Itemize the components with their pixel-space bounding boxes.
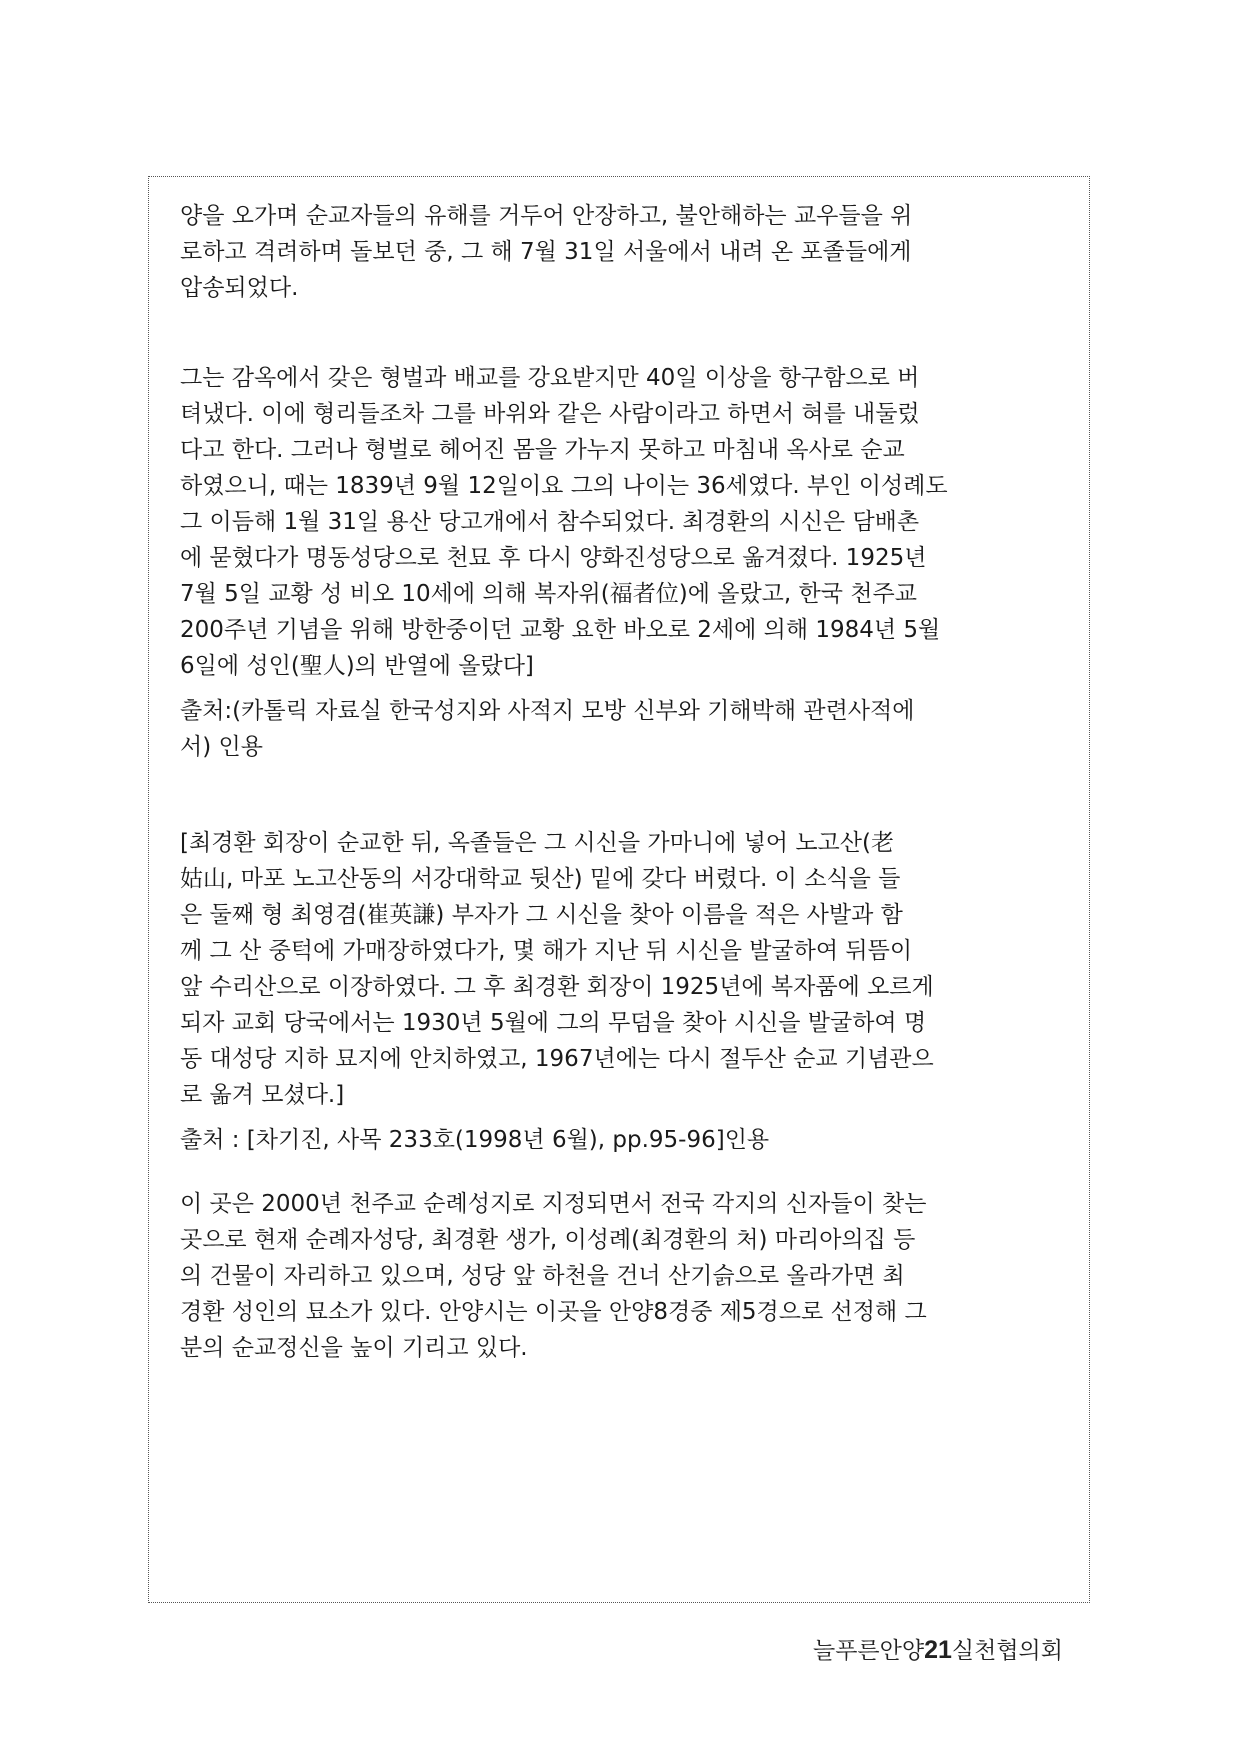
text-line: 하였으니, 때는 1839년 9월 12일이요 그의 나이는 36세였다. 부인 이성례도 [180, 473, 948, 499]
text-line: 200주년 기념을 위해 방한중이던 교황 요한 바오로 2세에 의해 1984년 5월 [180, 617, 941, 643]
text-line: 출처:(카톨릭 자료실 한국성지와 사적지 모방 신부와 기해박해 관련사적에 [180, 698, 915, 724]
source-citation-catholic-archive [180, 693, 1060, 765]
paragraph-pilgrimage-site [180, 1186, 1060, 1366]
text-line: 로하고 격려하며 돌보던 중, 그 해 7월 31일 서울에서 내려 온 포졸들에게 [180, 239, 912, 265]
text-line: 분의 순교정신을 높이 기리고 있다. [180, 1335, 528, 1361]
text-line: 되자 교회 당국에서는 1930년 5월에 그의 무덤을 찾아 시신을 발굴하여 명 [180, 1010, 927, 1036]
text-line: 6일에 성인(聖人)의 반열에 올랐다] [180, 653, 534, 679]
text-line: 에 묻혔다가 명동성당으로 천묘 후 다시 양화진성당으로 옮겨졌다. 1925년 [180, 545, 927, 571]
text-line: 텨냈다. 이에 형리들조차 그를 바위와 같은 사람이라고 하면서 혀를 내둘렀 [180, 401, 920, 427]
text-line: 양을 오가며 순교자들의 유해를 거두어 안장하고, 불안해하는 교우들을 위 [180, 203, 913, 229]
text-line: 서) 인용 [180, 734, 263, 760]
text-line: 경환 성인의 묘소가 있다. 안양시는 이곳을 안양8경중 제5경으로 선정해 그 [180, 1299, 927, 1325]
text-line: 출처 : [차기진, 사목 233호(1998년 6월), pp.95-96]인용 [180, 1127, 770, 1153]
text-line: 동 대성당 지하 묘지에 안치하였고, 1967년에는 다시 절두산 순교 기념관으 [180, 1046, 934, 1072]
text-line: 姑山, 마포 노고산동의 서강대학교 뒷산) 밑에 갖다 버렸다. 이 소식을 들 [180, 866, 901, 892]
spacer [180, 684, 1060, 693]
document-body [180, 198, 1060, 1366]
footer-number: 21 [924, 1636, 952, 1664]
text-line: 다고 한다. 그러나 형벌로 헤어진 몸을 가누지 못하고 마침내 옥사로 순교 [180, 437, 905, 463]
text-line: 의 건물이 자리하고 있으며, 성당 앞 하천을 건너 산기슭으로 올라가면 최 [180, 1263, 905, 1289]
spacer [180, 765, 1060, 825]
text-line: 압송되었다. [180, 275, 299, 301]
text-line: 은 둘째 형 최영겸(崔英謙) 부자가 그 시신을 찾아 이름을 적은 사발과 함 [180, 902, 903, 928]
text-line: 그는 감옥에서 갖은 형벌과 배교를 강요받지만 40일 이상을 항구함으로 버 [180, 365, 920, 391]
text-line: 이 곳은 2000년 천주교 순례성지로 지정되면서 전국 각지의 신자들이 찾는 [180, 1191, 927, 1217]
paragraph-martyrdom [180, 360, 1060, 684]
text-line: 께 그 산 중턱에 가매장하였다가, 몇 해가 지난 뒤 시신을 발굴하여 뒤뜸이 [180, 938, 913, 964]
paragraph-arrest [180, 198, 1060, 306]
text-line: 그 이듬해 1월 31일 용산 당고개에서 참수되었다. 최경환의 시신은 담배촌 [180, 509, 920, 535]
text-line: 곳으로 현재 순례자성당, 최경환 생가, 이성례(최경환의 처) 마리아의집 등 [180, 1227, 916, 1253]
footer-suffix: 실천협의회 [951, 1638, 1063, 1664]
footer-prefix: 늘푸른안양 [813, 1638, 925, 1664]
text-line: 앞 수리산으로 이장하였다. 그 후 최경환 회장이 1925년에 복자품에 오르게 [180, 974, 934, 1000]
text-line: 7월 5일 교황 성 비오 10세에 의해 복자위(福者位)에 올랐고, 한국 천주교 [180, 581, 917, 607]
spacer [180, 1113, 1060, 1122]
spacer [180, 1158, 1060, 1186]
source-citation-samok [180, 1122, 1060, 1158]
footer-organization [813, 1635, 1063, 1666]
text-line: [최경환 회장이 순교한 뒤, 옥졸들은 그 시신을 가마니에 넣어 노고산(老 [180, 830, 894, 856]
text-line: 로 옮겨 모셨다.] [180, 1082, 345, 1108]
paragraph-burial [180, 825, 1060, 1113]
spacer [180, 306, 1060, 360]
